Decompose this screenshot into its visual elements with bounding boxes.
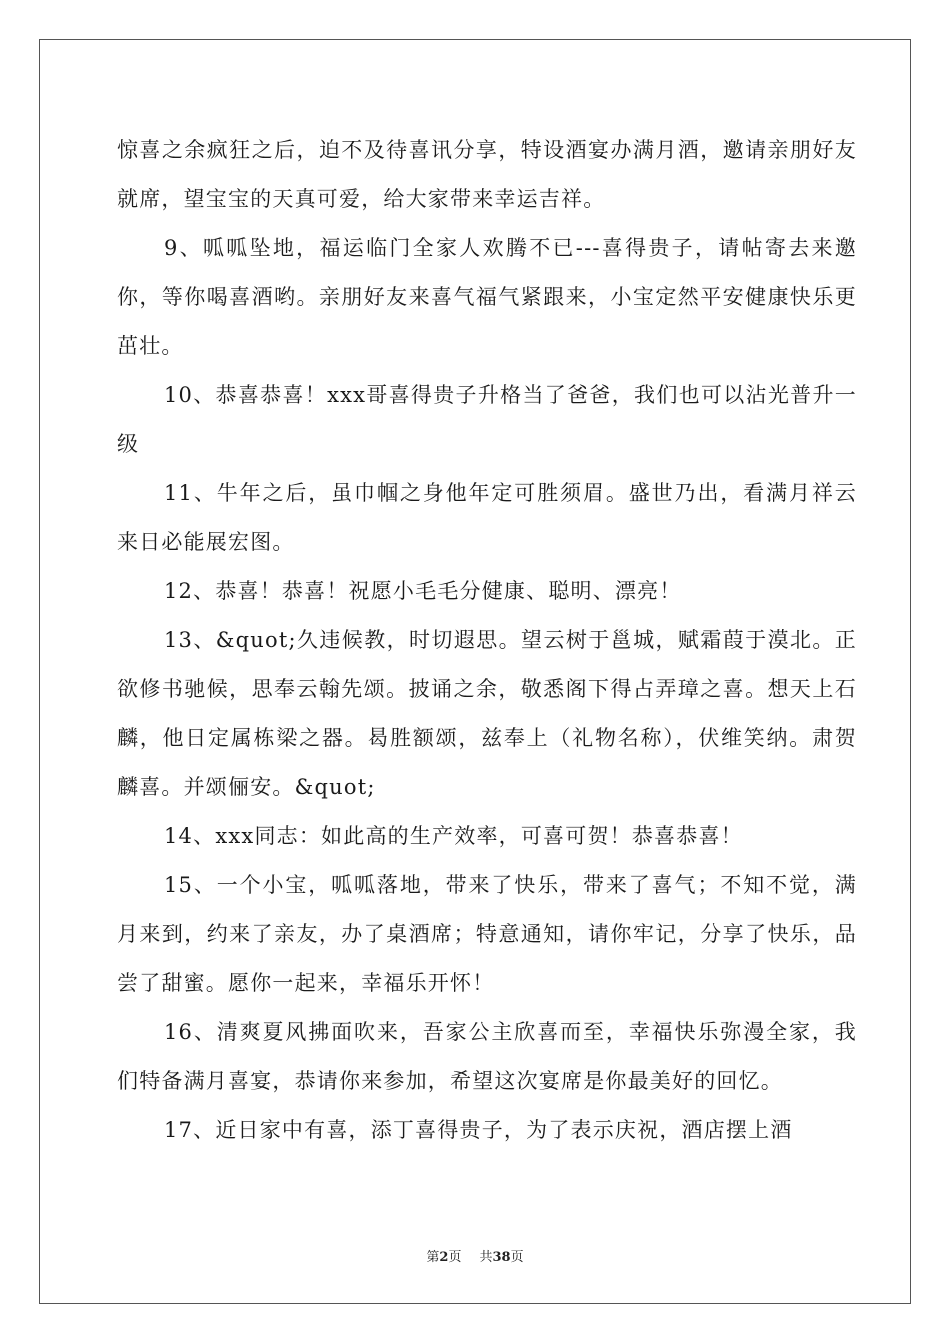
paragraph: 12、恭喜！恭喜！祝愿小毛毛分健康、聪明、漂亮！ (164, 579, 682, 603)
paragraph: 13、&quot;久违候教，时切遐思。望云树于邕城，赋霜葭于漠北。正欲修书驰候，思奉云翰先颂。披诵之余，敬悉阁下得占弄璋之喜。想天上石麟，他日定属栋梁之器。曷胜额颂，兹奉上（礼物名称），伏维笑纳。肃贺麟喜。并颂俪安。&quot; (117, 628, 857, 799)
paragraph: 15、一个小宝，呱呱落地，带来了快乐，带来了喜气；不知不觉，满月来到，约来了亲友，办了桌酒席；特意通知，请你牢记，分享了快乐，品尝了甜蜜。愿你一起来，幸福乐开怀！ (117, 873, 857, 995)
paragraph: 16、清爽夏风拂面吹来，吾家公主欣喜而至，幸福快乐弥漫全家，我们特备满月喜宴，恭请你来参加，希望这次宴席是你最美好的回忆。 (117, 1020, 857, 1093)
total-pages: 38 (492, 1250, 511, 1265)
page-suffix: 页 (448, 1250, 462, 1265)
page-footer (0, 1246, 950, 1265)
paragraph: 17、近日家中有喜，添丁喜得贵子，为了表示庆祝，酒店摆上酒 (164, 1118, 793, 1142)
paragraph: 14、xxx同志：如此高的生产效率，可喜可贺！恭喜恭喜！ (164, 824, 743, 848)
page-prefix: 第 (426, 1250, 440, 1265)
paragraph: 10、恭喜恭喜！xxx哥喜得贵子升格当了爸爸，我们也可以沾光普升一级 (117, 383, 857, 456)
page-number: 2 (439, 1250, 449, 1265)
paragraph: 9、呱呱坠地，福运临门全家人欢腾不已---喜得贵子，请帖寄去来邀你，等你喝喜酒哟。亲朋好友来喜气福气紧跟来，小宝定然平安健康快乐更茁壮。 (117, 236, 857, 358)
total-prefix: 共 (479, 1250, 493, 1265)
document-body (117, 126, 857, 1155)
total-suffix: 页 (510, 1250, 524, 1265)
paragraph: 11、牛年之后，虽巾帼之身他年定可胜须眉。盛世乃出，看满月祥云来日必能展宏图。 (117, 481, 857, 554)
paragraph: 惊喜之余疯狂之后，迫不及待喜讯分享，特设酒宴办满月酒，邀请亲朋好友就席，望宝宝的天真可爱，给大家带来幸运吉祥。 (117, 138, 857, 211)
